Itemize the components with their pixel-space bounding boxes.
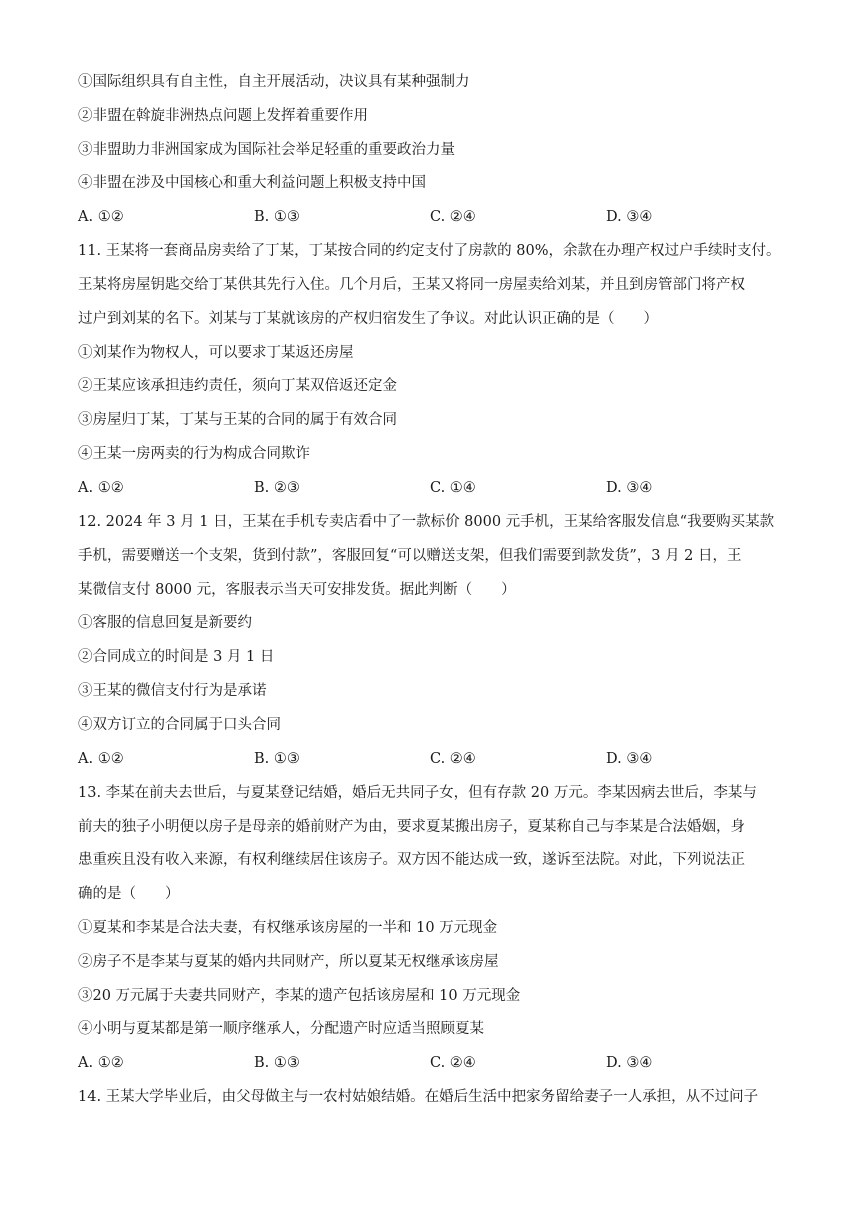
q14-stem-line-1: 14. 王某大学毕业后，由父母做主与一农村姑娘结婚。在婚后生活中把家务留给妻子一人承担，从不过问子 [78,1089,759,1105]
q12-option-b: B. ①③ [254,751,300,767]
q12-option-c: C. ②④ [430,751,476,767]
q11-option-c: C. ①④ [430,480,476,496]
q12-item-3: ③王某的微信支付行为是承诺 [78,683,267,699]
q12-item-2: ②合同成立的时间是 3 月 1 日 [78,649,275,665]
q10-option-a: A. ①② [78,209,124,225]
q13-stem-line-2: 前夫的独子小明便以房子是母亲的婚前财产为由，要求夏某搬出房子，夏某称自己与李某是合法婚姻，身 [78,819,745,835]
q12-option-d: D. ③④ [606,751,653,767]
q10-item-2: ②非盟在斡旋非洲热点问题上发挥着重要作用 [78,108,368,124]
q11-item-1: ①刘某作为物权人，可以要求丁某返还房屋 [78,345,354,361]
q13-stem-line-4: 确的是（ ） [78,886,180,902]
q11-item-2: ②王某应该承担违约责任，须向丁某双倍返还定金 [78,378,397,394]
q10-option-b: B. ①③ [254,209,300,225]
q11-item-4: ④王某一房两卖的行为构成合同欺诈 [78,446,310,462]
q11-item-3: ③房屋归丁某，丁某与王某的合同的属于有效合同 [78,412,397,428]
q13-option-b: B. ①③ [254,1055,300,1071]
q10-item-3: ③非盟助力非洲国家成为国际社会举足轻重的重要政治力量 [78,142,455,158]
q13-item-1: ①夏某和李某是合法夫妻，有权继承该房屋的一半和 10 万元现金 [78,920,498,936]
q11-stem-line-3: 过户到刘某的名下。刘某与丁某就该房的产权归宿发生了争议。对此认识正确的是（ ） [78,311,658,327]
q13-option-d: D. ③④ [606,1055,653,1071]
q10-option-c: C. ②④ [430,209,476,225]
q12-option-a: A. ①② [78,751,124,767]
q12-stem-line-1: 12. 2024 年 3 月 1 日，王某在手机专卖店看中了一款标价 8000 元手机，王某给客服发信息“我要购买某款 [78,514,775,530]
q13-option-a: A. ①② [78,1055,124,1071]
q12-stem-line-2: 手机，需要赠送一个支架，货到付款”，客服回复“可以赠送支架，但我们需要到款发货”，3 月 2 日，王 [78,548,742,564]
q13-option-c: C. ②④ [430,1055,476,1071]
q10-option-d: D. ③④ [606,209,653,225]
q13-stem-line-3: 患重疾且没有收入来源，有权利继续居住该房子。双方因不能达成一致，遂诉至法院。对此，下列说法正 [78,852,745,868]
q10-item-1: ①国际组织具有自主性，自主开展活动，决议具有某种强制力 [78,74,470,90]
q12-stem-line-3: 某微信支付 8000 元，客服表示当天可安排发货。据此判断（ ） [78,582,516,598]
q13-item-3: ③20 万元属于夫妻共同财产，李某的遗产包括该房屋和 10 万元现金 [78,988,521,1004]
q13-stem-line-1: 13. 李某在前夫去世后，与夏某登记结婚，婚后无共同子女，但有存款 20 万元。李某因病去世后，李某与 [78,785,757,801]
q12-item-4: ④双方订立的合同属于口头合同 [78,717,281,733]
q11-stem-line-1: 11. 王某将一套商品房卖给了丁某，丁某按合同的约定支付了房款的 80%，余款在办理产权过户手续时支付。 [78,243,781,259]
q11-option-b: B. ②③ [254,480,300,496]
q11-option-a: A. ①② [78,480,124,496]
q13-item-4: ④小明与夏某都是第一顺序继承人，分配遗产时应适当照顾夏某 [78,1021,484,1037]
q12-item-1: ①客服的信息回复是新要约 [78,615,252,631]
q11-stem-line-2: 王某将房屋钥匙交给丁某供其先行入住。几个月后，王某又将同一房屋卖给刘某，并且到房管部门将产权 [78,277,745,293]
q10-item-4: ④非盟在涉及中国核心和重大利益问题上积极支持中国 [78,175,426,191]
q11-option-d: D. ③④ [606,480,653,496]
q13-item-2: ②房子不是李某与夏某的婚内共同财产，所以夏某无权继承该房屋 [78,954,499,970]
